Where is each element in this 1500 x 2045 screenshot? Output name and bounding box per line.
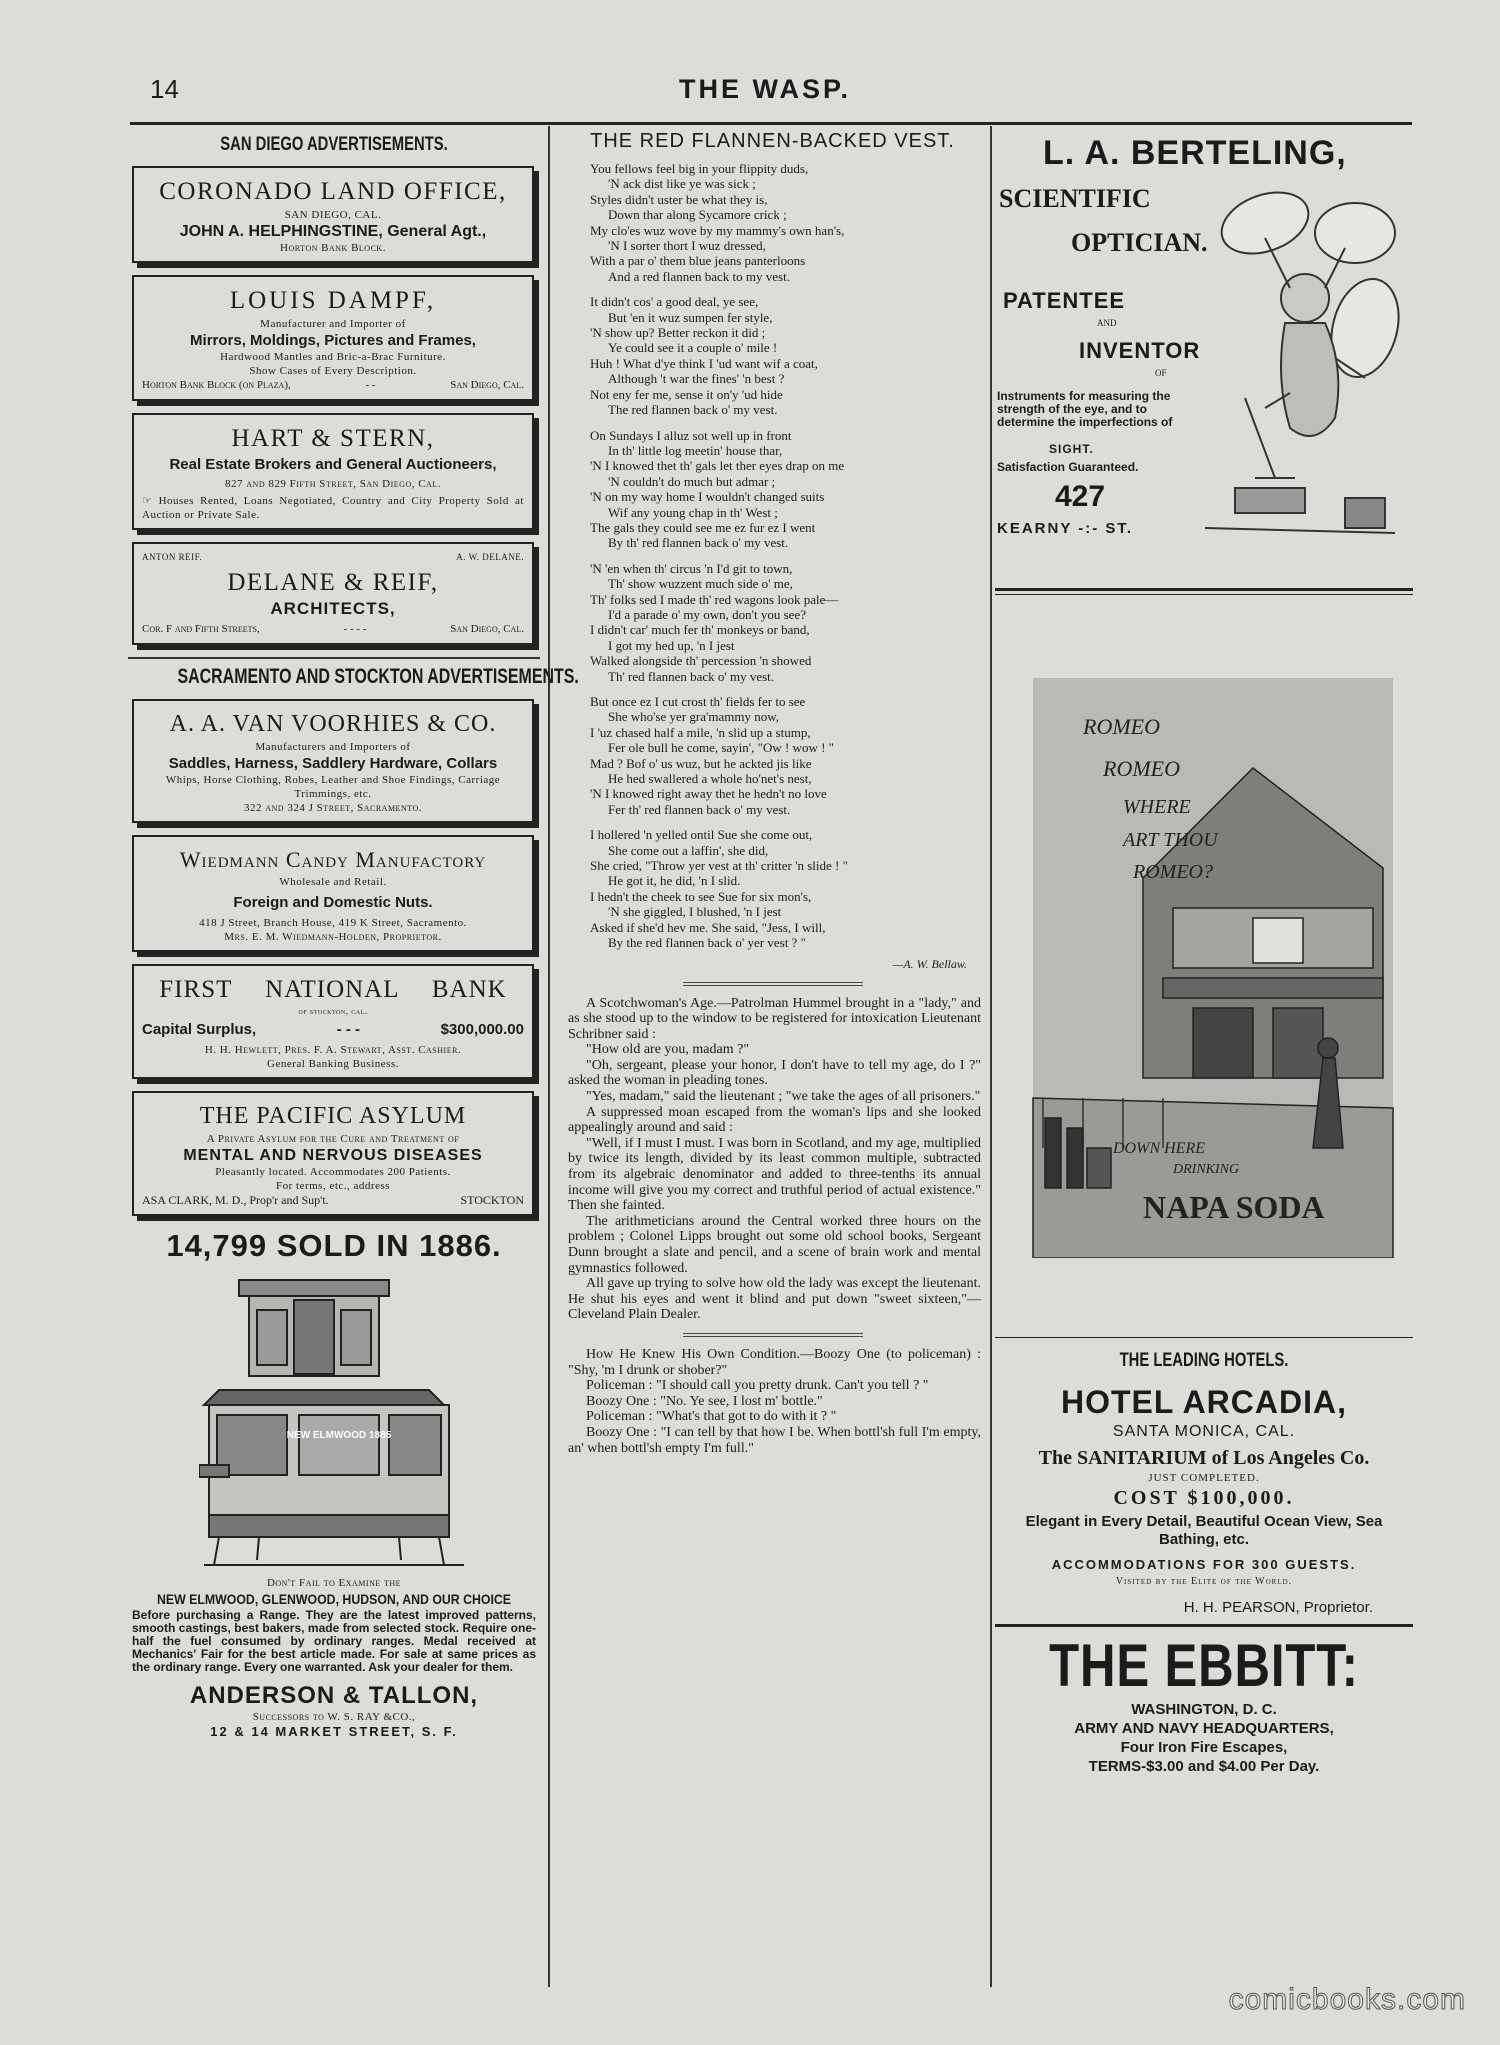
- wiedmann-name: Wiedmann Candy Manufactory: [179, 847, 487, 872]
- scotchwoman-story: [568, 996, 981, 1323]
- dampf-address: [142, 378, 524, 393]
- story-divider-2: [683, 1333, 863, 1337]
- voorhies-name: A. A. VAN VOORHIES & CO.: [169, 711, 497, 737]
- story-paragraph: All gave up trying to solve how old the lady was except the lieutenant. He shut his eyes and went it blind and put down "sweet sixteen,"—Cleveland Plain Dealer.: [568, 1276, 982, 1323]
- arcadia-l5: ACCOMMODATIONS FOR 300 GUESTS.: [1051, 1557, 1357, 1572]
- poem-line: Fer ole bull he come, sayin', "Ow ! wow ! ": [608, 740, 834, 756]
- arcadia-l4: Elegant in Every Detail, Beautiful Ocean View, Sea Bathing, etc.: [1025, 1513, 1383, 1548]
- cherub-optician-illustration: [1195, 178, 1405, 568]
- coronado-city: SAN DIEGO, CAL.: [284, 209, 382, 221]
- bank-capital-dashes: - - -: [336, 1021, 361, 1038]
- poem-line: 'N ack dist like ye was sick ;: [608, 176, 756, 192]
- watermark: comicbooks.com: [1228, 1983, 1466, 2016]
- poem-line: 'N 'en when th' circus 'n I'd git to town,: [590, 560, 793, 576]
- bank-line3: General Banking Business.: [267, 1058, 399, 1070]
- berteling-and: AND: [1097, 318, 1117, 328]
- san-diego-heading: SAN DIEGO ADVERTISEMENTS.: [220, 134, 448, 155]
- poem-line: 'N I sorter thort I wuz dressed,: [608, 238, 766, 254]
- asylum-line4: For terms, etc., address: [275, 1180, 391, 1192]
- wiedmann-line3: 418 J Street, Branch House, 419 K Street, Sacramento.: [199, 917, 467, 929]
- asylum-address: [142, 1193, 524, 1208]
- spacer-2: [995, 1258, 1413, 1334]
- poem-stanza: [590, 561, 985, 684]
- berteling-l1: SCIENTIFIC: [999, 184, 1151, 213]
- poem-line: Wif any young chap in th' West ;: [608, 504, 778, 520]
- stove-address: 12 & 14 MARKET STREET, S. F.: [210, 1724, 458, 1739]
- poem-line: 'N she giggled, I blushed, 'n I jest: [608, 904, 782, 920]
- arcadia-name: HOTEL ARCADIA,: [1061, 1384, 1347, 1420]
- poem-author: —A. W. Bellaw.: [892, 956, 967, 971]
- story-paragraph: "How old are you, madam ?": [586, 1042, 750, 1058]
- stove-headline: 14,799 SOLD IN 1886.: [166, 1228, 502, 1263]
- hart-stern-ad: [132, 413, 534, 530]
- story-paragraph: A Scotchwoman's Age.—Patrolman Hummel brought in a "lady," and as she stood up to the window to be registered for intoxication Lieutenant Schribner said :: [568, 995, 981, 1042]
- asylum-line1: A Private Asylum for the Cure and Treatment of: [206, 1133, 460, 1145]
- poem-line: He got it, he did, 'n I slid.: [608, 873, 741, 889]
- arcadia-l7: H. H. PEARSON, Proprietor.: [1183, 1599, 1373, 1616]
- poem-line: With a par o' them blue jeans panterloons: [590, 253, 806, 269]
- ebbitt-name: THE EBBITT:: [1049, 1632, 1359, 1699]
- asylum-ad: [132, 1091, 534, 1216]
- poem-line: Although 't war the fines' 'n best ?: [608, 371, 785, 387]
- poem-line: 'N I knowed thet th' gals let ther eyes drap on me: [590, 458, 845, 474]
- story-paragraph: Boozy One : "I can tell by that how I be. When bottl'sh full I'm empty, an' when bottl'sh empty I'm full.": [568, 1424, 981, 1456]
- story-paragraph: The arithmeticians around the Central worked three hours on the problem ; Colonel Lipps brought out some old school books, Sergeant Dunn brought a slate and pencil, and a scene of brain work and mental gymnastics followed.: [568, 1213, 981, 1276]
- poem-line: Walked alongside th' percession 'n showed: [590, 653, 812, 669]
- stove-illustration: [199, 1270, 469, 1570]
- stove-plate: NEW ELMWOOD 1885: [286, 1430, 392, 1441]
- poem-stanza: [590, 294, 985, 417]
- poem-line: Ye could see it a couple o' mile !: [608, 340, 778, 356]
- berteling-rule-thin: [995, 594, 1413, 595]
- arcadia-l6: Visited by the Elite of the World.: [1115, 1576, 1293, 1587]
- dampf-line4: Show Cases of Every Description.: [249, 365, 417, 377]
- poem-line: Not eny fer me, sense it on'y 'ud hide: [590, 386, 783, 402]
- arcadia-l3: COST $100,000.: [1113, 1487, 1295, 1509]
- delane-reif-ad: [132, 542, 534, 645]
- napa-text-3: WHERE: [1123, 796, 1191, 818]
- wiedmann-line1: Wholesale and Retail.: [279, 876, 387, 888]
- poem-line: 'N I knowed right away thet he hedn't no love: [590, 786, 827, 802]
- ebbitt-rule: [995, 1624, 1413, 1627]
- poem-line: She who'se yer gra'mammy now,: [608, 709, 779, 725]
- story-paragraph: Policeman : "What's that got to do with it ? ": [586, 1409, 837, 1425]
- delane-partners: [142, 550, 524, 565]
- ebbitt-l4: TERMS-$3.00 and $4.00 Per Day.: [1088, 1758, 1320, 1775]
- spacer: [995, 598, 1413, 678]
- hart-line3: ☞ Houses Rented, Loans Negotiated, Country and City Property Sold at Auction or Private Sale.: [142, 495, 524, 521]
- story-paragraph: A suppressed moan escaped from the woman's lips and she looked appealingly around and said :: [568, 1104, 981, 1136]
- poem-line: I hedn't the cheek to see Sue for six mon's,: [590, 888, 812, 904]
- poem-line: The gals they could see me ez fur ez I went: [590, 519, 816, 535]
- arcadia-ad: [995, 1384, 1413, 1616]
- poem-line: Styles didn't uster be what they is,: [590, 191, 768, 207]
- story-paragraph: Policeman : "I should call you pretty drunk. Can't you tell ? ": [586, 1378, 929, 1394]
- voorhies-line1: Manufacturers and Importers of: [255, 741, 411, 753]
- stove-firm: ANDERSON & TALLON,: [189, 1682, 479, 1709]
- berteling-of: OF: [1155, 368, 1167, 378]
- column-rule-1: [548, 126, 550, 1987]
- dampf-line2: Mirrors, Moldings, Pictures and Frames,: [190, 332, 476, 349]
- hart-line1: Real Estate Brokers and General Auctioneers,: [169, 456, 497, 473]
- napa-text-1: ROMEO: [1083, 714, 1160, 739]
- bank-line1: of stockton, cal.: [298, 1006, 368, 1016]
- dampf-line3: Hardwood Mantles and Bric-a-Brac Furniture.: [220, 351, 446, 363]
- napa-text-2: ROMEO: [1103, 756, 1180, 781]
- hart-name: HART & STERN,: [231, 425, 435, 452]
- poem-line: I hollered 'n yelled ontil Sue she come out,: [590, 827, 813, 843]
- coronado-ad: [132, 166, 534, 263]
- berteling-sight: SIGHT.: [1049, 442, 1094, 456]
- berteling-body: Instruments for measuring the strength of the eye, and to determine the imperfections of: [997, 389, 1173, 429]
- berteling-l3: PATENTEE: [1003, 288, 1126, 313]
- delane-name: DELANE & REIF,: [227, 569, 439, 596]
- wiedmann-line4: Mrs. E. M. Wiedmann-Holden, Proprietor.: [224, 931, 442, 943]
- coronado-address: Horton Bank Block.: [280, 242, 386, 254]
- ebbitt-l3: Four Iron Fire Escapes,: [1120, 1739, 1288, 1756]
- right-column: [995, 128, 1413, 1776]
- bank-capital: [142, 1020, 524, 1039]
- berteling-rule: [995, 588, 1413, 591]
- hotels-rule: [995, 1337, 1413, 1338]
- napa-text-4: ART THOU: [1123, 829, 1218, 851]
- bank-name-text: FIRST NATIONAL BANK: [159, 976, 507, 1003]
- page-title: THE WASP.: [678, 74, 852, 104]
- poem-line: She cried, "Throw yer vest at th' critter 'n slide ! ": [590, 858, 848, 874]
- bank-name: [142, 976, 524, 1004]
- hart-line2: 827 and 829 Fifth Street, San Diego, Cal.: [225, 478, 441, 490]
- poem-line: But once ez I cut crost th' fields fer to see: [590, 694, 806, 709]
- asylum-addr-left: ASA CLARK, M. D., Prop'r and Sup't.: [142, 1193, 329, 1207]
- poem-title: THE RED FLANNEN-BACKED VEST.: [590, 130, 955, 152]
- stove-cap2: NEW ELMWOOD, GLENWOOD, HUDSON, AND OUR CHOICE: [156, 1591, 512, 1607]
- poem-stanza: [590, 428, 985, 551]
- sacramento-heading: SACRAMENTO AND STOCKTON ADVERTISEMENTS.: [177, 665, 579, 688]
- poem-stanza: [590, 161, 985, 284]
- poem-line: I didn't car' much fer th' monkeys or band,: [590, 622, 810, 638]
- poem-stanza: [590, 694, 985, 817]
- poem-line: Fer th' red flannen back o' my vest.: [608, 801, 791, 817]
- poem-line: Asked if she'd hev me. She said, "Jess, I will,: [590, 919, 826, 935]
- stove-cap1: Don't Fail to Examine the: [266, 1577, 402, 1589]
- poem-line: Th' red flannen back o' my vest.: [608, 668, 775, 684]
- poem-line: The red flannen back o' my vest.: [608, 402, 778, 418]
- napa-text-8: NAPA SODA: [1143, 1189, 1325, 1225]
- poem-line: Th' show wuzzent much side o' me,: [608, 576, 793, 592]
- poem-line: By th' red flannen back o' my vest.: [608, 535, 789, 551]
- voorhies-line2: Saddles, Harness, Saddlery Hardware, Collars: [168, 755, 498, 772]
- poem-line: 'N on my way home I wouldn't changed suits: [590, 489, 825, 505]
- dampf-addr-left: Horton Bank Block (on Plaza),: [142, 379, 291, 391]
- page-number: 14: [150, 74, 179, 104]
- voorhies-line4: 322 and 324 J Street, Sacramento.: [243, 802, 422, 814]
- napa-soda-illustration: [1023, 678, 1403, 1258]
- delane-line1: ARCHITECTS,: [270, 599, 396, 618]
- asylum-line3: Pleasantly located. Accommodates 200 Patients.: [215, 1166, 451, 1178]
- condition-story: [568, 1347, 981, 1456]
- poem-line: I'd a parade o' my own, don't you see?: [608, 606, 806, 622]
- coronado-name: CORONADO LAND OFFICE,: [159, 178, 507, 205]
- poem-line: Th' folks sed I made th' red wagons look pale—: [590, 591, 839, 607]
- poem-line: He hed swallered a whole ho'net's nest,: [608, 771, 812, 787]
- poem-line: I got my hed up, 'n I jest: [608, 637, 735, 653]
- delane-address: [142, 622, 524, 637]
- story-paragraph: "Well, if I must I must. I was born in Scotland, and my age, multiplied by twice its length, divided by its least common multiple, subtracted from its algebraic denominator and added to three-tenths its annual income will give you my correct and truthful period of actual existence." Then she fainted.: [568, 1135, 981, 1214]
- poem-line: I 'uz chased half a mile, 'n slid up a stump,: [590, 724, 811, 740]
- page-header: [130, 70, 1400, 110]
- column-rule-2: [990, 126, 992, 1987]
- delane-addr-right: San Diego, Cal.: [450, 623, 524, 635]
- wiedmann-line2: Foreign and Domestic Nuts.: [233, 894, 433, 911]
- berteling-street: KEARNY -:- ST.: [997, 520, 1134, 537]
- asylum-name: THE PACIFIC ASYLUM: [199, 1103, 467, 1129]
- delane-left-name: ANTON REIF.: [142, 552, 203, 562]
- story-paragraph: How He Knew His Own Condition.—Boozy One (to policeman) : "Shy, 'm I drunk or shober?": [568, 1346, 981, 1378]
- poem-line: 'N show up? Better reckon it did ;: [590, 325, 766, 341]
- dampf-ad: [132, 275, 534, 401]
- dampf-addr-mid: - -: [365, 379, 376, 391]
- berteling-satisfaction: Satisfaction Guaranteed.: [997, 460, 1139, 474]
- dampf-line1: Manufacturer and Importer of: [260, 318, 406, 330]
- hotels-heading: THE LEADING HOTELS.: [1119, 1350, 1289, 1371]
- story-paragraph: "Yes, madam," said the lieutenant ; "we take the ages of all prisoners.": [586, 1089, 981, 1105]
- berteling-number: 427: [1055, 480, 1106, 513]
- delane-addr-left: Cor. F and Fifth Streets,: [142, 623, 260, 635]
- ebbitt-l1: WASHINGTON, D. C.: [1131, 1701, 1277, 1718]
- stove-body: Before purchasing a Range. They are the latest improved patterns, smooth castings, best bakers, made from selected stock. Require one-half the fuel consumed by ordinary ranges. Medal received at Mechanics' Fair for the best article made. For sale at same prices as the ordinary range. Every one warranted. Ask your dealer for them.: [132, 1608, 536, 1674]
- poem-line: She come out a laffin', she did,: [608, 842, 769, 858]
- story-paragraph: "Oh, sergeant, please your honor, I don't have to tell my age, do I ?" asked the woman in pleading tones.: [568, 1057, 981, 1089]
- poem-stanza: [590, 827, 985, 950]
- voorhies-line3: Whips, Horse Clothing, Robes, Leather and Shoe Findings, Carriage Trimmings, etc.: [165, 774, 501, 800]
- asylum-line2: MENTAL AND NERVOUS DISEASES: [183, 1147, 483, 1164]
- poem-line: My clo'es wuz wove by my mammy's own han's,: [590, 222, 845, 238]
- left-column: [128, 128, 579, 1739]
- bank-capital-amount: $300,000.00: [440, 1021, 524, 1038]
- berteling-ad: [995, 128, 1413, 588]
- poem-line: It didn't cos' a good deal, ye see,: [590, 294, 759, 310]
- poem-line: And a red flannen back to my vest.: [608, 268, 790, 284]
- napa-text-7: DRINKING: [1173, 1162, 1240, 1177]
- poem-line: By the red flannen back o' yer vest ? ": [608, 935, 806, 951]
- poem-line: Huh ! What d'ye think I 'ud want wif a coat,: [590, 355, 818, 371]
- header-rule: [130, 122, 1412, 125]
- bank-capital-label: Capital Surplus,: [142, 1021, 257, 1038]
- poem-line: Mad ? Bof o' us wuz, but he ackted jis like: [590, 755, 812, 771]
- arcadia-l2: JUST COMPLETED.: [1148, 1472, 1260, 1484]
- middle-column: [560, 128, 985, 1456]
- voorhies-ad: [132, 699, 534, 823]
- section-divider: [128, 657, 540, 659]
- poem-line: 'N couldn't do much but admar ;: [608, 473, 776, 489]
- poem-line: You fellows feel big in your flippity duds,: [590, 161, 809, 176]
- bank-line2: H. H. Hewlett, Pres. F. A. Stewart, Asst. Cashier.: [204, 1044, 462, 1056]
- napa-text-6: DOWN HERE: [1113, 1140, 1205, 1157]
- dampf-addr-right: San Diego, Cal.: [450, 379, 524, 391]
- berteling-name: L. A. BERTELING,: [1043, 134, 1347, 172]
- delane-right-name: A. W. DELANE.: [456, 552, 524, 562]
- stove-successors: Successors to W. S. RAY &CO.,: [252, 1711, 416, 1723]
- poem-line: On Sundays I alluz sot well up in front: [590, 427, 792, 443]
- arcadia-l1: The SANITARIUM of Los Angeles Co.: [1038, 1447, 1370, 1469]
- arcadia-city: SANTA MONICA, CAL.: [1112, 1423, 1296, 1440]
- poem-line: But 'en it wuz sumpen fer style,: [608, 309, 773, 325]
- berteling-l2: OPTICIAN.: [1071, 228, 1208, 257]
- wiedmann-ad: [132, 835, 534, 952]
- coronado-agent: JOHN A. HELPHINGSTINE, General Agt.,: [179, 223, 487, 240]
- story-divider-1: [683, 982, 863, 986]
- poem-line: In th' little log meetin' house thar,: [608, 442, 783, 458]
- story-paragraph: Boozy One : "No. Ye see, I lost m' bottle.": [586, 1393, 823, 1409]
- napa-text-5: ROMEO?: [1133, 861, 1213, 883]
- asylum-addr-right: STOCKTON: [460, 1193, 524, 1207]
- berteling-l4: INVENTOR: [1079, 338, 1201, 363]
- dampf-name: LOUIS DAMPF,: [229, 287, 437, 314]
- poem-line: Down thar along Sycamore crick ;: [608, 207, 787, 223]
- poem: [560, 161, 985, 951]
- ebbitt-l2: ARMY AND NAVY HEADQUARTERS,: [1074, 1720, 1334, 1737]
- bank-ad: [132, 964, 534, 1079]
- delane-addr-mid: - - - -: [343, 623, 367, 635]
